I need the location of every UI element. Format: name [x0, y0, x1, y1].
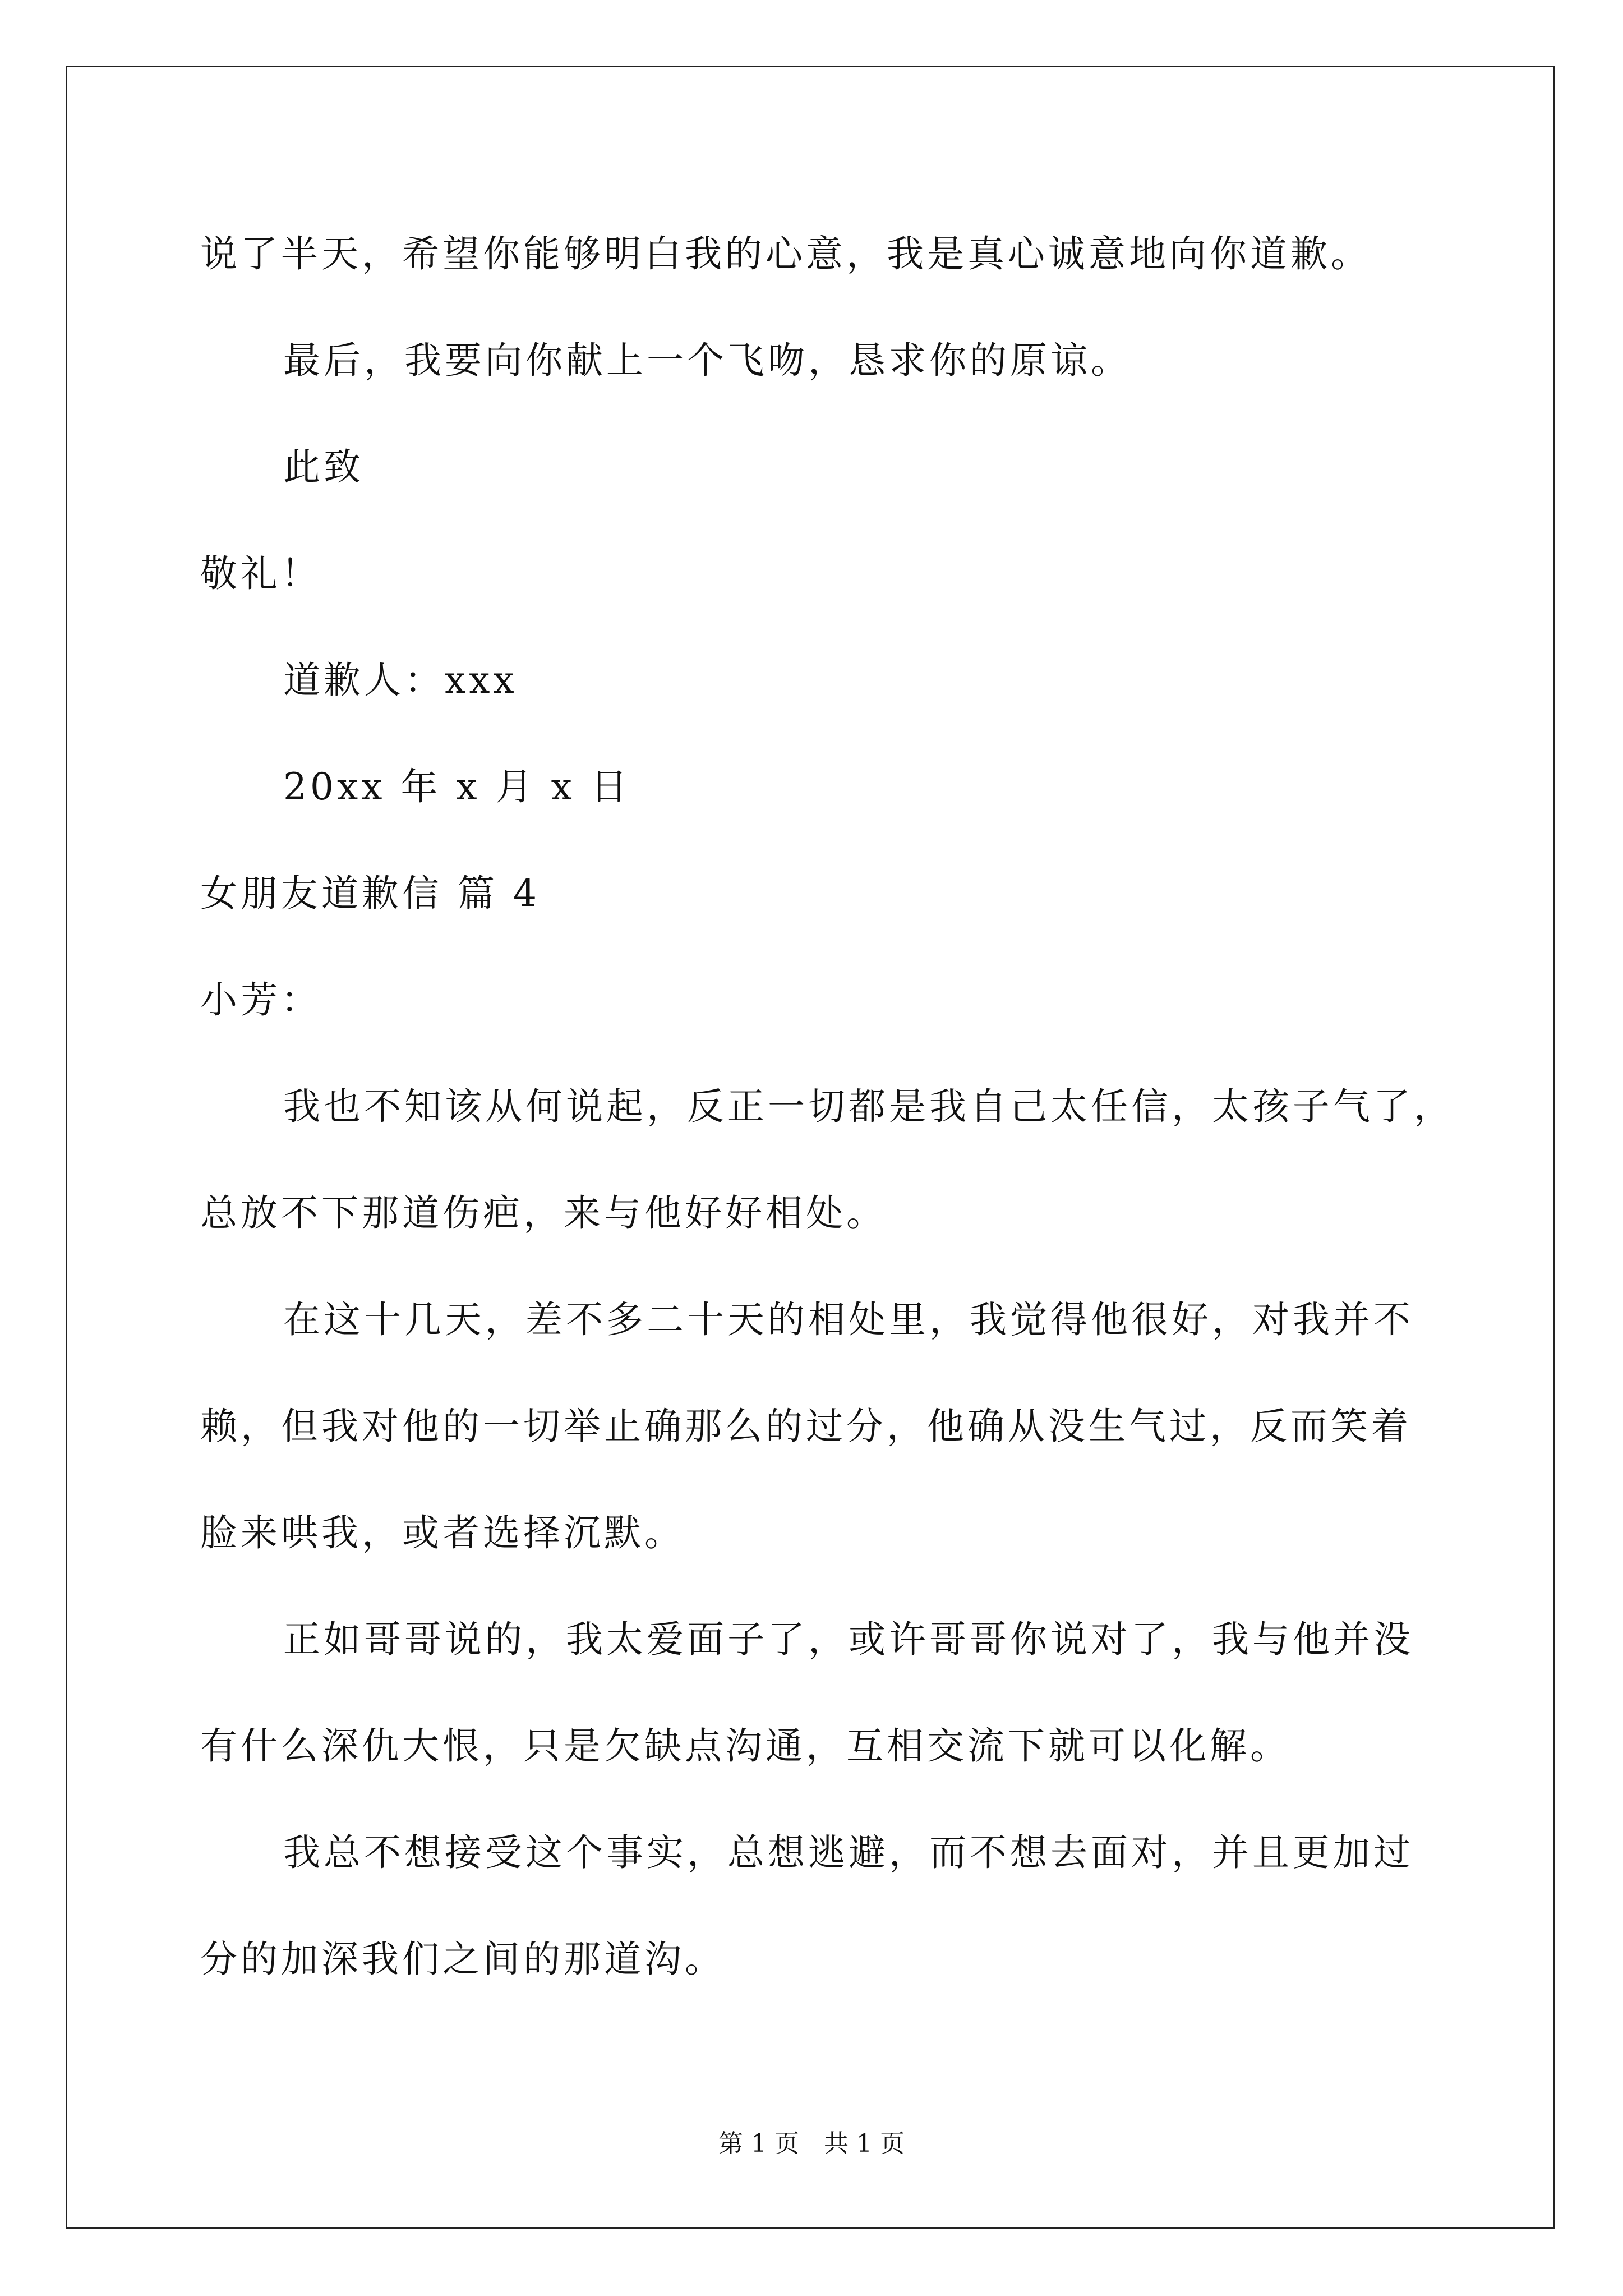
paragraph-line: 有什么深仇大恨，只是欠缺点沟通，互相交流下就可以化解。 [200, 1724, 1290, 1768]
paragraph-line: 赖，但我对他的一切举止确那么的过分，他确从没生气过，反而笑着 [200, 1405, 1412, 1448]
paragraph-line: 脸来哄我，或者选择沉默。 [200, 1511, 685, 1554]
signature-line: 道歉人：xxx [283, 659, 518, 702]
paragraph-line: 总放不下那道伤疤，来与他好好相处。 [200, 1191, 887, 1235]
closing-salutation: 此致 [283, 445, 364, 489]
paragraph-line: 我也不知该从何说起，反正一切都是我自己太任信，太孩子气了， [283, 1085, 1454, 1128]
date-line: 20xx 年 x 月 x 日 [283, 765, 631, 808]
paragraph-line: 我总不想接受这个事实，总想逃避，而不想去面对，并且更加过 [283, 1831, 1414, 1874]
paragraph-line: 在这十几天，差不多二十天的相处里，我觉得他很好，对我并不 [283, 1298, 1414, 1341]
greeting-line: 小芳： [200, 978, 321, 1022]
paragraph-line: 分的加深我们之间的那道沟。 [200, 1938, 725, 1981]
paragraph-line: 说了半天，希望你能够明白我的心意，我是真心诚意地向你道歉。 [200, 232, 1371, 275]
paragraph-line: 正如哥哥说的，我太爱面子了，或许哥哥你说对了，我与他并没 [283, 1618, 1414, 1661]
paragraph-line: 最后，我要向你献上一个飞吻，恳求你的原谅。 [283, 339, 1131, 382]
page-border [66, 66, 1555, 2229]
section-heading: 女朋友道歉信 篇 4 [200, 872, 540, 915]
page-footer: 第 1 页 共 1 页 [718, 2129, 905, 2158]
closing-regards: 敬礼！ [200, 552, 321, 595]
